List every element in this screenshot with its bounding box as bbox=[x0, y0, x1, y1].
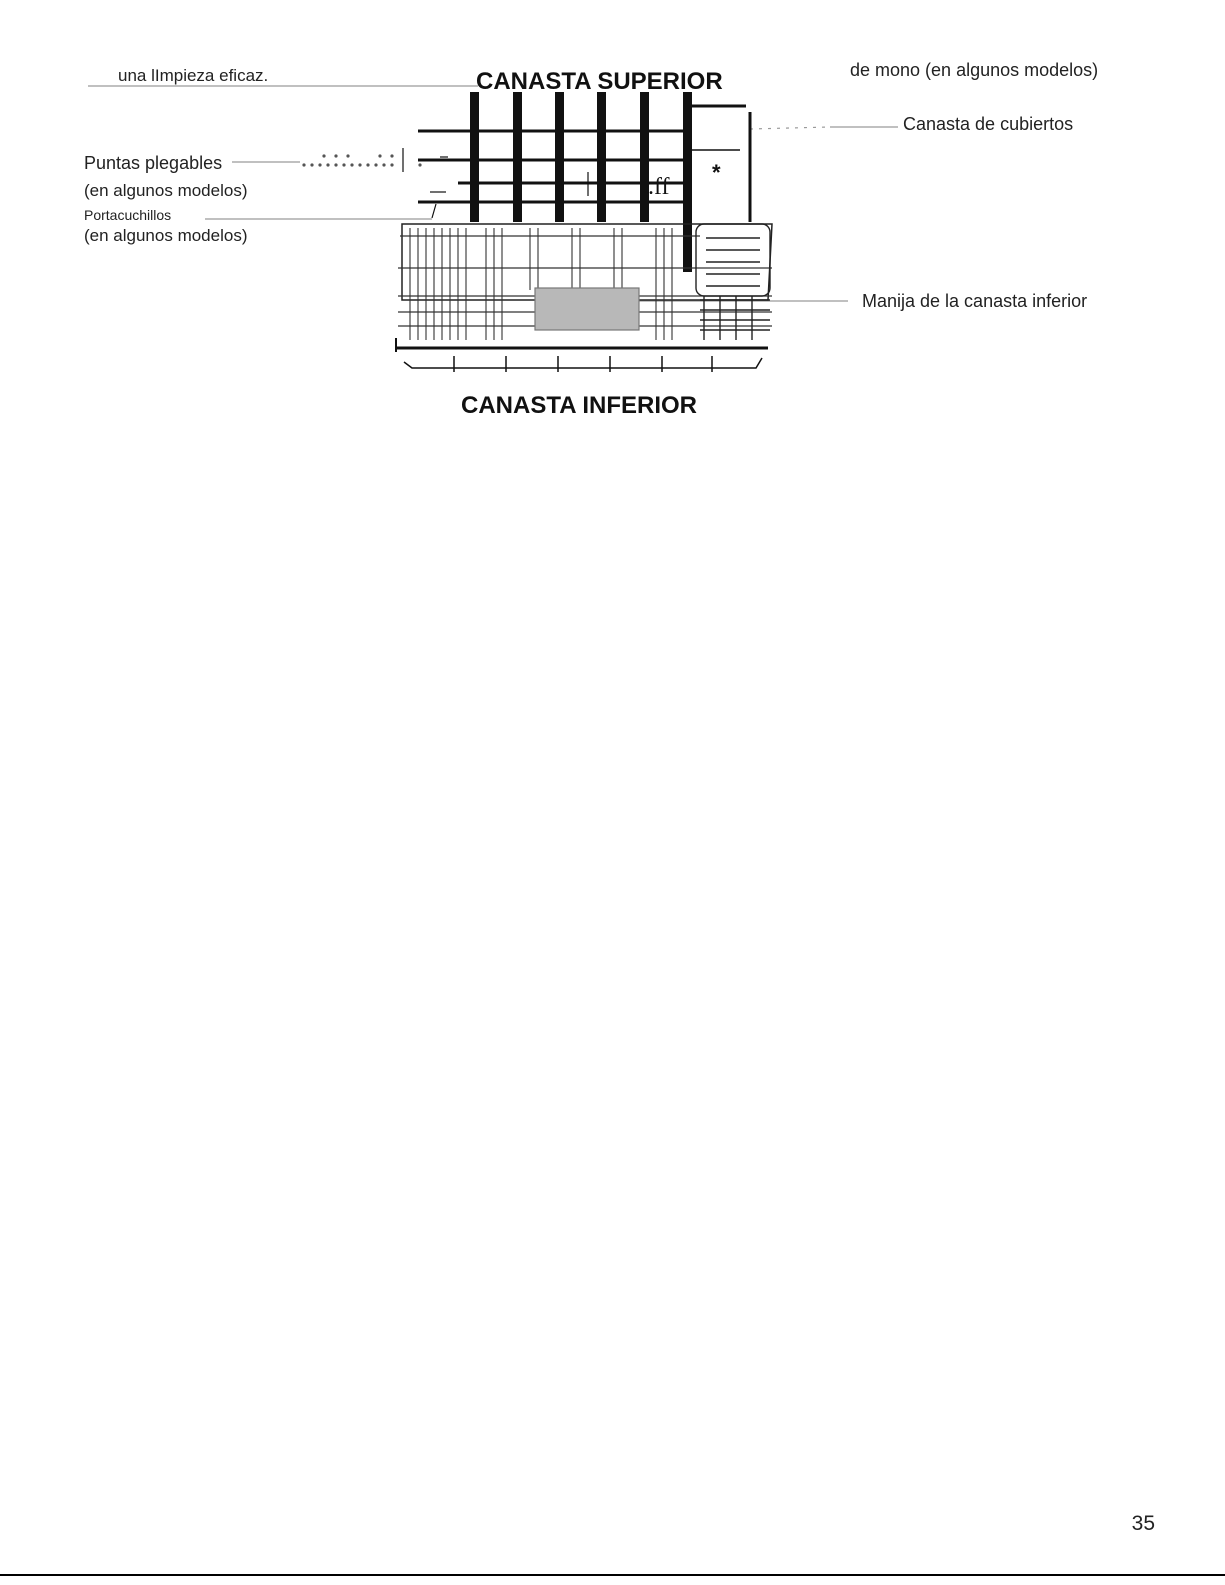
silverware-basket-label: Canasta de cubiertos bbox=[903, 114, 1074, 134]
silverware-basket-shape bbox=[696, 224, 770, 340]
lower-rack-handle-label: Manija de la canasta inferior bbox=[862, 291, 1088, 311]
page-number: 35 bbox=[1131, 1512, 1155, 1535]
knife-holder-note: (en algunos modelos) bbox=[84, 226, 248, 245]
rack-mark-asterisk: * bbox=[712, 160, 721, 185]
rack-mark-ff: .ff bbox=[648, 174, 670, 200]
lower-rack-title: CANASTA INFERIOR bbox=[461, 392, 697, 419]
lower-rack bbox=[396, 224, 772, 372]
upper-rack-title: CANASTA SUPERIOR bbox=[476, 68, 723, 95]
bottom-rule bbox=[0, 1574, 1225, 1576]
leader-silverware-basket-dots bbox=[750, 127, 830, 129]
upper-rack bbox=[403, 92, 750, 272]
folding-tines-label: Puntas plegables bbox=[84, 153, 223, 173]
knife-holder-label: Portacuchillos bbox=[84, 207, 172, 223]
top-right-text-fragment: de mono (en algunos modelos) bbox=[850, 60, 1099, 80]
folding-tines-note: (en algunos modelos) bbox=[84, 181, 248, 200]
lower-rack-handle-shape bbox=[535, 288, 639, 330]
top-left-text-fragment: una lImpieza eficaz. bbox=[118, 66, 269, 85]
folding-tine-dots bbox=[302, 154, 421, 166]
